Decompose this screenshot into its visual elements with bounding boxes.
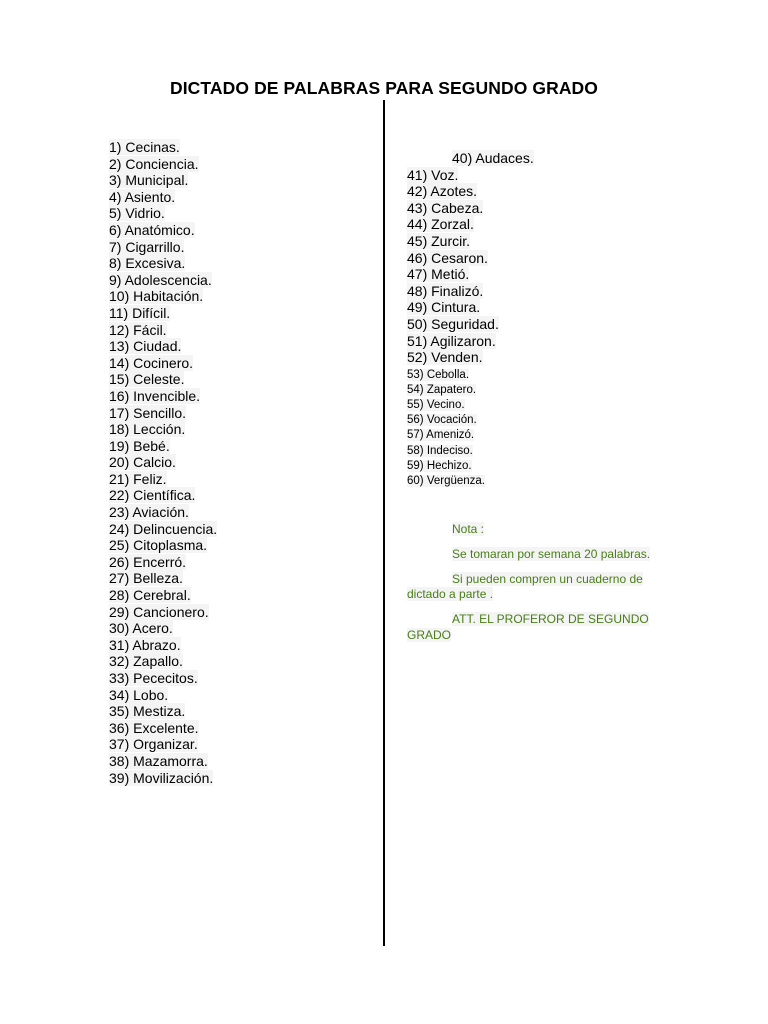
word-item: [109, 405, 369, 422]
word-item: [407, 383, 707, 398]
page-title: DICTADO DE PALABRAS PARA SEGUNDO GRADO: [169, 78, 599, 98]
word-item: [407, 398, 707, 413]
word-text: 29) Cancionero.: [109, 603, 209, 620]
note-label-line: [407, 522, 672, 538]
word-item: [109, 255, 369, 272]
word-item: [109, 355, 369, 372]
word-item: [109, 288, 369, 305]
word-item: [109, 753, 369, 770]
word-item: [109, 604, 369, 621]
word-text: 33) Pececitos.: [109, 670, 198, 686]
word-text: 47) Metió.: [407, 266, 470, 283]
word-text: 9) Adolescencia.: [109, 271, 212, 288]
word-item: [407, 368, 707, 383]
word-list-left: [109, 139, 369, 786]
word-list-right: [407, 150, 707, 489]
word-text: 44) Zorzal.: [407, 216, 474, 233]
word-item: [109, 222, 369, 239]
word-item: [109, 272, 369, 289]
word-text: 28) Cerebral.: [109, 587, 191, 604]
word-text: 23) Aviación.: [109, 504, 189, 521]
word-text: 6) Anatómico.: [109, 221, 195, 238]
word-text: 10) Habitación.: [109, 288, 204, 305]
word-item: [109, 156, 369, 173]
word-item: [407, 316, 707, 333]
word-text: 2) Conciencia.: [109, 155, 199, 172]
word-text: 3) Municipal.: [109, 172, 189, 189]
word-item: [407, 167, 707, 184]
word-text: 53) Cebolla.: [407, 368, 470, 381]
word-text: 38) Mazamorra.: [109, 752, 208, 769]
word-item: [109, 637, 369, 654]
word-text: 1) Cecinas.: [109, 139, 180, 155]
word-text: 55) Vecino.: [407, 399, 465, 412]
word-item: [407, 474, 707, 489]
word-item: [407, 333, 707, 350]
word-text: 37) Organizar.: [109, 736, 198, 753]
column-divider: [383, 100, 385, 946]
note-text-2: Si pueden compren un cuaderno de dictado a parte .: [407, 571, 643, 601]
word-item: [109, 421, 369, 438]
word-item: [109, 322, 369, 339]
word-text: 36) Excelente.: [109, 719, 199, 736]
word-item: [109, 371, 369, 388]
word-text: 13) Ciudad.: [109, 338, 182, 355]
word-item: [407, 183, 707, 200]
word-item: [109, 139, 369, 156]
word-item: [109, 189, 369, 206]
word-text: 46) Cesaron.: [407, 249, 488, 266]
word-text: 8) Excesiva.: [109, 255, 186, 272]
word-text: 17) Sencillo.: [109, 404, 187, 421]
word-text: 15) Celeste.: [109, 371, 185, 388]
word-item: [109, 521, 369, 538]
word-text: 20) Calcio.: [109, 454, 176, 471]
word-item: [407, 283, 707, 300]
word-item: [109, 670, 369, 687]
word-item: [109, 703, 369, 720]
word-item: [407, 428, 707, 443]
word-text: 16) Invencible.: [109, 387, 201, 404]
word-text: 51) Agilizaron.: [407, 332, 496, 349]
word-item: [407, 444, 707, 459]
word-text: 41) Voz.: [407, 166, 459, 183]
word-text: 43) Cabeza.: [407, 199, 484, 216]
note-text-3: ATT. EL PROFEROR DE SEGUNDO GRADO: [407, 612, 649, 642]
word-item: [109, 338, 369, 355]
word-text: 59) Hechizo.: [407, 459, 472, 472]
word-text: 34) Lobo.: [109, 686, 169, 703]
word-item: [407, 200, 707, 217]
word-text: 30) Acero.: [109, 620, 173, 637]
word-item: [109, 537, 369, 554]
note-line-1: [407, 547, 672, 563]
word-item: [109, 620, 369, 637]
note-label: Nota :: [452, 522, 485, 536]
word-text: 45) Zurcir.: [407, 232, 471, 249]
word-item: [109, 388, 369, 405]
word-text: 18) Lección.: [109, 421, 186, 438]
word-item: [109, 653, 369, 670]
word-text: 25) Citoplasma.: [109, 537, 208, 554]
word-item: [407, 266, 707, 283]
word-text: 11) Difícil.: [109, 304, 171, 321]
word-item: [109, 239, 369, 256]
word-item: [109, 471, 369, 488]
word-text: 4) Asiento.: [109, 188, 176, 205]
word-item: [109, 587, 369, 604]
word-item: [109, 570, 369, 587]
word-item: [109, 487, 369, 504]
word-item: [109, 554, 369, 571]
word-text: 26) Encerró.: [109, 553, 187, 570]
word-text: 5) Vidrio.: [109, 205, 165, 222]
word-text: 40) Audaces.: [452, 150, 534, 166]
word-text: 27) Belleza.: [109, 570, 183, 587]
word-item: [109, 305, 369, 322]
word-text: 24) Delincuencia.: [109, 520, 218, 537]
word-text: 56) Vocación.: [407, 414, 477, 427]
word-item: [407, 459, 707, 474]
word-text: 39) Movilización.: [109, 769, 214, 786]
word-item: [109, 172, 369, 189]
word-text: 19) Bebé.: [109, 437, 170, 454]
word-text: 50) Seguridad.: [407, 315, 499, 332]
word-text: 54) Zapatero.: [407, 383, 477, 396]
word-item: [407, 413, 707, 428]
word-item: [109, 770, 369, 787]
word-text: 21) Feliz.: [109, 470, 167, 487]
word-item: [407, 250, 707, 267]
note-text-1: Se tomaran por semana 20 palabras.: [452, 546, 651, 561]
word-item: [109, 720, 369, 737]
word-item: [109, 736, 369, 753]
word-text: 32) Zapallo.: [109, 653, 183, 670]
word-item: [109, 687, 369, 704]
notes-section: [407, 522, 672, 653]
word-item: [109, 454, 369, 471]
word-item: [109, 504, 369, 521]
note-line-2: [407, 572, 672, 603]
note-line-3: [407, 612, 672, 643]
word-text: 22) Científica.: [109, 487, 196, 504]
word-item: [109, 438, 369, 455]
word-text: 48) Finalizó.: [407, 282, 484, 299]
word-item: [407, 216, 707, 233]
word-text: 7) Cigarrillo.: [109, 238, 185, 255]
word-item: [407, 150, 707, 167]
word-text: 42) Azotes.: [407, 183, 478, 200]
word-item: [407, 233, 707, 250]
word-text: 12) Fácil.: [109, 321, 167, 338]
word-text: 14) Cocinero.: [109, 354, 194, 371]
word-text: 35) Mestiza.: [109, 703, 186, 720]
word-item: [407, 349, 707, 366]
word-item: [109, 205, 369, 222]
word-item: [407, 299, 707, 316]
word-text: 52) Venden.: [407, 349, 483, 366]
word-text: 58) Indeciso.: [407, 444, 473, 457]
word-text: 49) Cintura.: [407, 299, 481, 316]
word-text: 60) Vergüenza.: [407, 475, 486, 488]
word-text: 57) Amenizó.: [407, 429, 475, 442]
word-text: 31) Abrazo.: [109, 636, 181, 653]
